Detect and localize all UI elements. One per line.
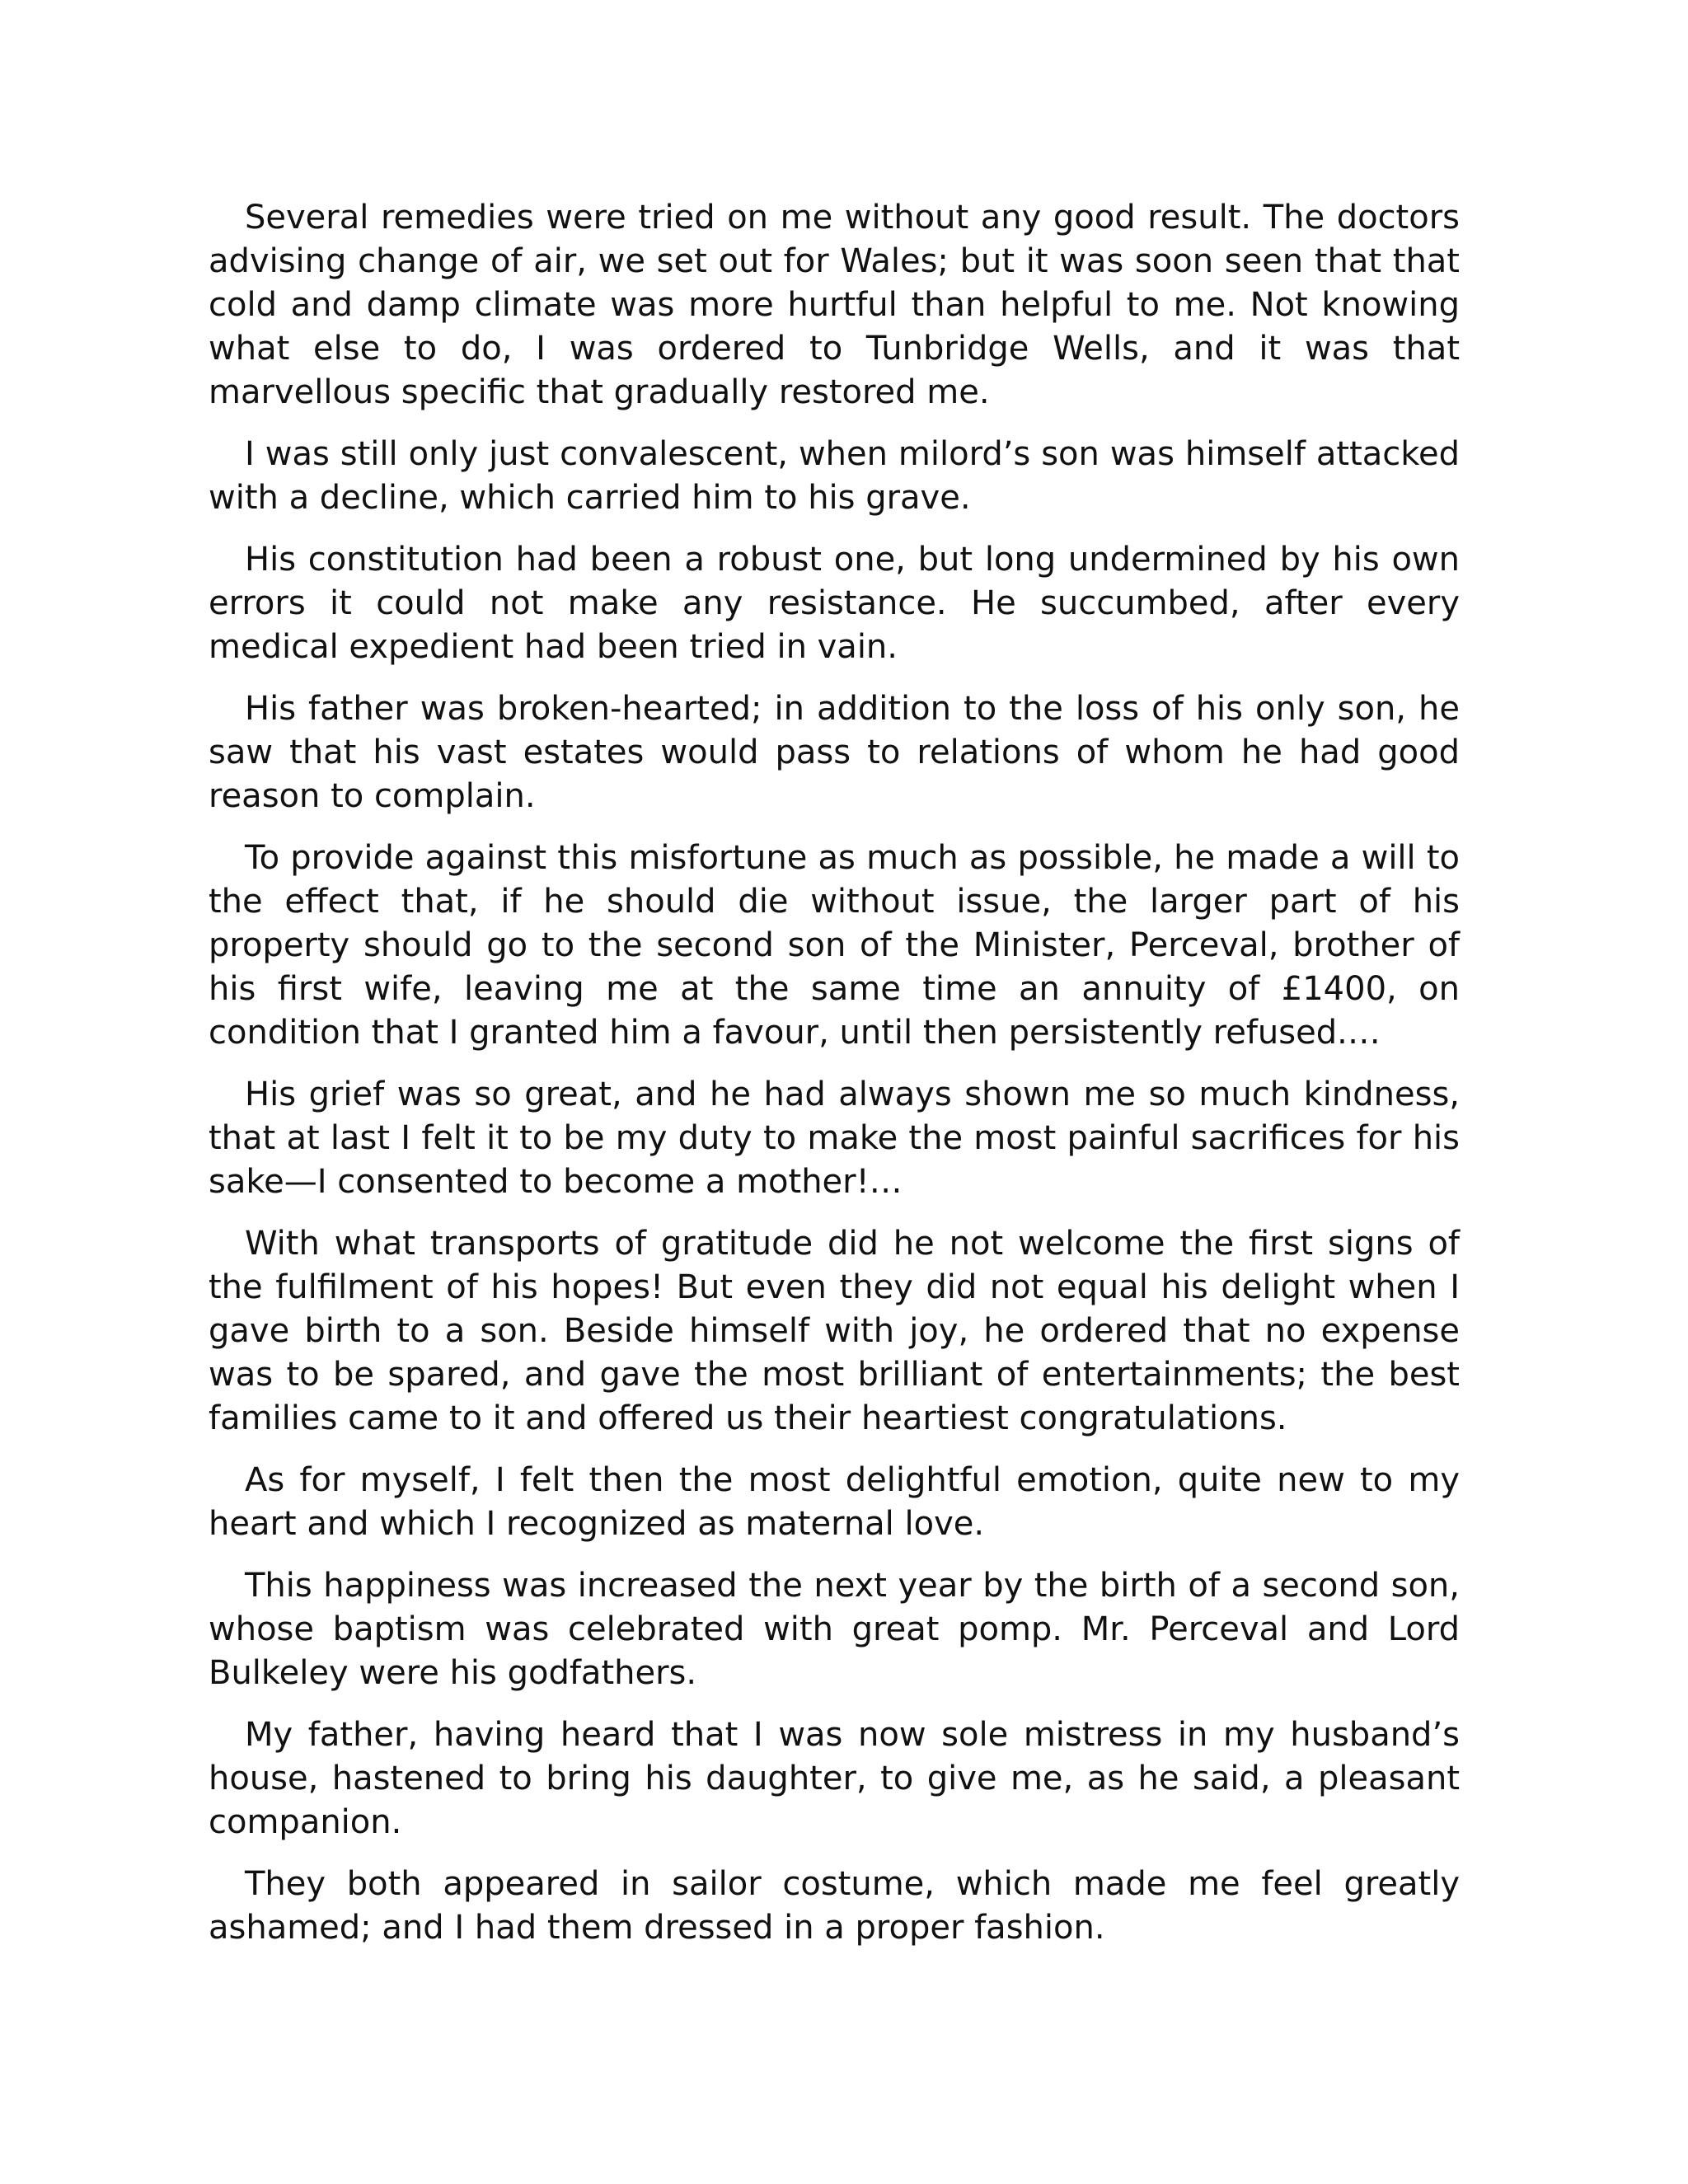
paragraph-3: His constitution had been a robust one, but long undermined by his own errors it could not make any resistance. He succumbed, after every medical expedient had been tried in vain. — [209, 541, 1460, 666]
paragraph-1: Several remedies were tried on me without any good result. The doctors advising change of air, we set out for Wales; but it was soon seen that that cold and damp climate was more hurtful than helpful to me. Not knowing what else to do, I was ordered to Tunbridge Wells, and it was that marvellous specific that gradually restored me. — [209, 199, 1460, 411]
document-page — [209, 196, 1460, 1968]
paragraph-7: With what transports of gratitude did he not welcome the first signs of the fulfilment of his hopes! But even they did not equal his delight when I gave birth to a son. Beside himself with joy, he ordered that no expense was to be spared, and gave the most brilliant of entertainments; the best families came to it and offered us their heartiest congratulations. — [209, 1225, 1460, 1437]
paragraph-10: My father, having heard that I was now sole mistress in my husband’s house, hastened to bring his daughter, to give me, as he said, a pleasant companion. — [209, 1716, 1460, 1841]
paragraph-4: His father was broken-hearted; in addition to the loss of his only son, he saw that his vast estates would pass to relations of whom he had good reason to complain. — [209, 690, 1460, 815]
paragraph-6: His grief was so great, and he had always shown me so much kindness, that at last I felt it to be my duty to make the most painful sacrifices for his sake—I consented to become a mother!… — [209, 1076, 1460, 1201]
paragraph-2: I was still only just convalescent, when milord’s son was himself attacked with a decline, which carried him to his grave. — [209, 435, 1460, 517]
paragraph-8: As for myself, I felt then the most delightful emotion, quite new to my heart and which I recognized as maternal love. — [209, 1461, 1460, 1543]
paragraph-11: They both appeared in sailor costume, which made me feel greatly ashamed; and I had them dressed in a proper fashion. — [209, 1865, 1460, 1947]
paragraph-5: To provide against this misfortune as much as possible, he made a will to the effect that, if he should die without issue, the larger part of his property should go to the second son of the Minister, Perceval, brother of his first wife, leaving me at the same time an annuity of £1400, on condition that I granted him a favour, until then persistently refused.… — [209, 839, 1460, 1052]
paragraph-9: This happiness was increased the next year by the birth of a second son, whose baptism was celebrated with great pomp. Mr. Perceval and Lord Bulkeley were his godfathers. — [209, 1567, 1460, 1692]
